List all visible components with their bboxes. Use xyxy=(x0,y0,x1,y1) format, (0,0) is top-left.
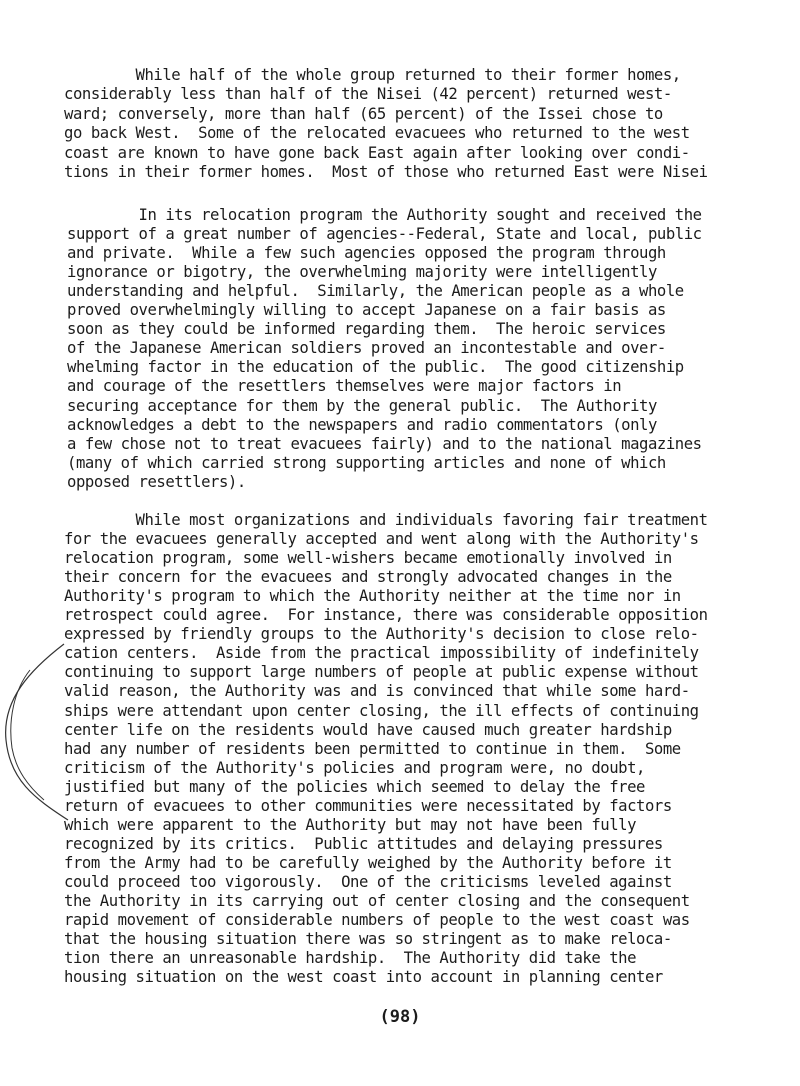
text-line: acknowledges a debt to the newspapers and radio commentators (only xyxy=(67,415,657,434)
text-line: for the evacuees generally accepted and went along with the Authority's xyxy=(64,530,699,549)
text-line: the Authority in its carrying out of center closing and the consequent xyxy=(64,892,690,910)
text-line: that the housing situation there was so stringent as to make reloca- xyxy=(64,930,672,949)
text-line: a few chose not to treat evacuees fairly) and to the national magazines xyxy=(67,434,702,453)
text-line: return of evacuees to other communities were necessitated by factors xyxy=(64,796,672,815)
text-line: and courage of the resettlers themselves were major factors in xyxy=(67,377,622,396)
page-number: (98) xyxy=(379,1007,421,1027)
text-line: could proceed too vigorously. One of the criticisms leveled against xyxy=(64,872,672,891)
text-line: of the Japanese American soldiers proved an incontestable and over- xyxy=(67,339,666,358)
text-line: go back West. Some of the relocated evacuees who returned to the west xyxy=(64,124,690,143)
text-line: retrospect could agree. For instance, there was considerable opposition xyxy=(64,606,708,625)
text-line: criticism of the Authority's policies and program were, no doubt, xyxy=(64,758,645,777)
text-line: housing situation on the west coast into account in planning center xyxy=(64,968,663,987)
text-line: Authority's program to which the Authority neither at the time nor in xyxy=(64,587,681,606)
text-line: considerably less than half of the Nisei (42 percent) returned west- xyxy=(64,85,672,104)
text-line: opposed resettlers). xyxy=(67,472,246,491)
text-line: and private. While a few such agencies opposed the program through xyxy=(67,244,666,263)
text-line: which were apparent to the Authority but may not have been fully xyxy=(64,815,637,834)
text-line: whelming factor in the education of the public. The good citizenship xyxy=(67,358,684,377)
text-line: soon as they could be informed regarding them. The heroic services xyxy=(67,320,666,339)
text-line: tion there an unreasonable hardship. The Authority did take the xyxy=(64,949,637,968)
text-line: from the Army had to be carefully weighed by the Authority before it xyxy=(64,853,672,872)
text-line: support of a great number of agencies--Federal, State and local, public xyxy=(67,225,702,244)
text-line: cation centers. Aside from the practical impossibility of indefinitely xyxy=(64,644,699,663)
text-line: relocation program, some well-wishers became emotionally involved in xyxy=(64,549,672,568)
text-line: coast are known to have gone back East again after looking over condi- xyxy=(64,143,690,162)
text-line: In its relocation program the Authority sought and received the xyxy=(67,206,702,224)
text-line: rapid movement of considerable numbers of people to the west coast was xyxy=(64,911,690,930)
text-line: understanding and helpful. Similarly, the American people as a whole xyxy=(67,282,684,301)
text-line: justified but many of the policies which seemed to delay the free xyxy=(64,777,645,796)
text-line: center life on the residents would have caused much greater hardship xyxy=(64,720,672,739)
text-line: While most organizations and individuals favoring fair treatment xyxy=(64,511,708,529)
text-line: their concern for the evacuees and strongly advocated changes in the xyxy=(64,568,672,587)
text-line: ships were attendant upon center closing, the ill effects of continuing xyxy=(64,701,699,720)
text-line: securing acceptance for them by the general public. The Authority xyxy=(67,396,657,415)
text-line: continuing to support large numbers of people at public expense without xyxy=(64,663,699,682)
text-line: While half of the whole group returned to their former homes, xyxy=(64,66,681,84)
text-line: valid reason, the Authority was and is convinced that while some hard- xyxy=(64,682,690,701)
handwritten-bracket-mark xyxy=(0,630,70,830)
text-line: had any number of residents been permitted to continue in them. Some xyxy=(64,739,681,758)
text-line: expressed by friendly groups to the Authority's decision to close relo- xyxy=(64,625,699,644)
text-line: (many of which carried strong supporting articles and none of which xyxy=(67,453,666,472)
text-line: ward; conversely, more than half (65 percent) of the Issei chose to xyxy=(64,104,663,123)
text-line: recognized by its critics. Public attitudes and delaying pressures xyxy=(64,834,663,853)
text-line: tions in their former homes. Most of those who returned East were Nisei xyxy=(64,163,708,181)
text-line: ignorance or bigotry, the overwhelming majority were intelligently xyxy=(67,263,657,282)
text-line: proved overwhelmingly willing to accept Japanese on a fair basis as xyxy=(67,301,666,320)
